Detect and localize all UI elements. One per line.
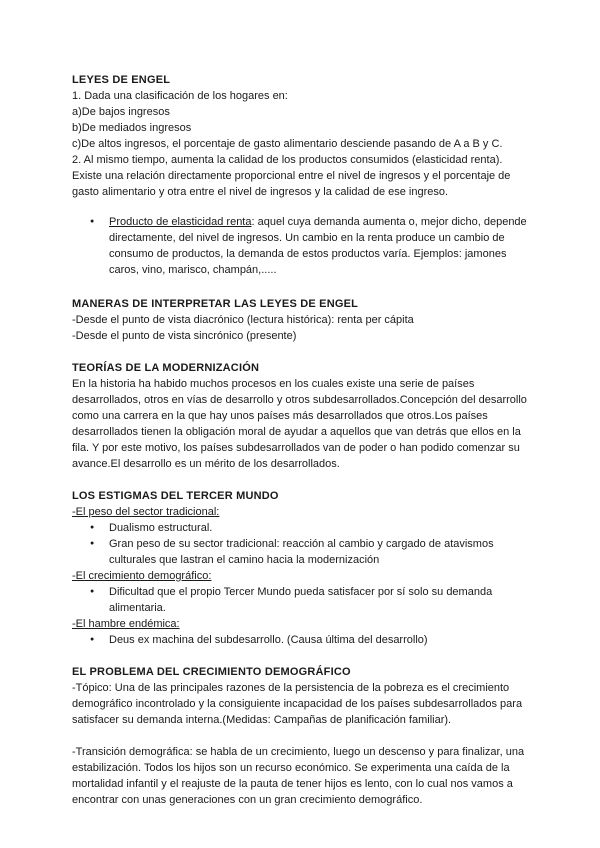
text-line: c)De altos ingresos, el porcentaje de gasto alimentario desciende pasando de A a B y C. xyxy=(72,138,503,150)
section-crecimiento xyxy=(72,664,534,808)
heading-leyes-de-engel: LEYES DE ENGEL xyxy=(72,74,171,86)
text-line: 1. Dada una clasificación de los hogares en: xyxy=(72,90,288,102)
list-item xyxy=(72,214,534,278)
paragraph: En la historia ha habido muchos procesos en los cuales existe una serie de países desarrollados, otros en vías de desarrollo y otros subdesarrollados.Concepción del desarrollo como una carrera en la que hay unos países más desarrollados que otros.Los países desarrollados tienen la obligación moral de ayudar a aquellos que van detrás que ellos en la fila. Y por este motivo, los países subdesarrollados van de poder o han podido comenzar su avance.El desarrollo es un mérito de los desarrollados. xyxy=(72,378,527,470)
term-elasticidad-renta: Producto de elasticidad renta xyxy=(109,216,252,228)
subheading: -El crecimiento demográfico: xyxy=(72,570,212,582)
heading-estigmas: LOS ESTIGMAS DEL TERCER MUNDO xyxy=(72,490,279,502)
section-leyes-de-engel xyxy=(72,72,534,278)
bullet-list xyxy=(72,214,534,278)
text-line: b)De mediados ingresos xyxy=(72,122,192,134)
term-definition: : aquel cuya demanda aumenta o, mejor dicho, depende directamente, del nivel de ingresos. Un cambio en la renta produce un cambio de consumo de productos, la demanda de estos productos varía. Ejemplos: jamones caros, vino, marisco, champán,..... xyxy=(109,216,527,276)
paragraph: -Transición demográfica: se habla de un crecimiento, luego un descenso y para finalizar, una estabilización. Todos los hijos son un recurso económico. Se experimenta una caída de la mortalidad infantil y el reajuste de la pauta de tener hijos es lento, con lo cual nos vamos a encontrar con unas generaciones con un gran crecimiento demográfico. xyxy=(72,746,525,806)
list-item: ● Deus ex machina del subdesarrollo. (Causa última del desarrollo) xyxy=(72,632,534,648)
list-item: ● Gran peso de su sector tradicional: reacción al cambio y cargado de atavismos culturales que lastran el camino hacia la modernización xyxy=(72,536,534,568)
list-item: ● Dificultad que el propio Tercer Mundo pueda satisfacer por sí solo su demanda alimentaria. xyxy=(72,584,534,616)
section-estigmas xyxy=(72,488,534,648)
bullet-list xyxy=(72,520,534,568)
text-line: -Desde el punto de vista diacrónico (lectura histórica): renta per cápita xyxy=(72,314,414,326)
bullet-list xyxy=(72,632,534,648)
section-maneras xyxy=(72,296,534,344)
bullet-list xyxy=(72,584,534,616)
heading-teorias: TEORÍAS DE LA MODERNIZACIÓN xyxy=(72,362,260,374)
subheading: -El peso del sector tradicional: xyxy=(72,506,220,518)
document-page xyxy=(72,72,534,808)
heading-crecimiento: EL PROBLEMA DEL CRECIMIENTO DEMOGRÁFICO xyxy=(72,666,351,678)
list-item: ● Dualismo estructural. xyxy=(72,520,534,536)
heading-maneras: MANERAS DE INTERPRETAR LAS LEYES DE ENGEL xyxy=(72,298,359,310)
text-line: -Desde el punto de vista sincrónico (presente) xyxy=(72,330,297,342)
section-teorias xyxy=(72,360,534,472)
text-line: a)De bajos ingresos xyxy=(72,106,170,118)
text-line: Existe una relación directamente proporcional entre el nivel de ingresos y el porcentaje de gasto alimentario y otra entre el nivel de ingresos y la calidad de ese ingreso. xyxy=(72,170,511,198)
subheading: -El hambre endémica: xyxy=(72,618,180,630)
text-line: 2. Al mismo tiempo, aumenta la calidad de los productos consumidos (elasticidad renta). xyxy=(72,154,503,166)
paragraph: -Tópico: Una de las principales razones de la persistencia de la pobreza es el crecimiento demográfico incontrolado y la consiguiente incapacidad de los países subdesarrollados para satisfacer su demanda interna.(Medidas: Campañas de planificación familiar). xyxy=(72,682,523,726)
